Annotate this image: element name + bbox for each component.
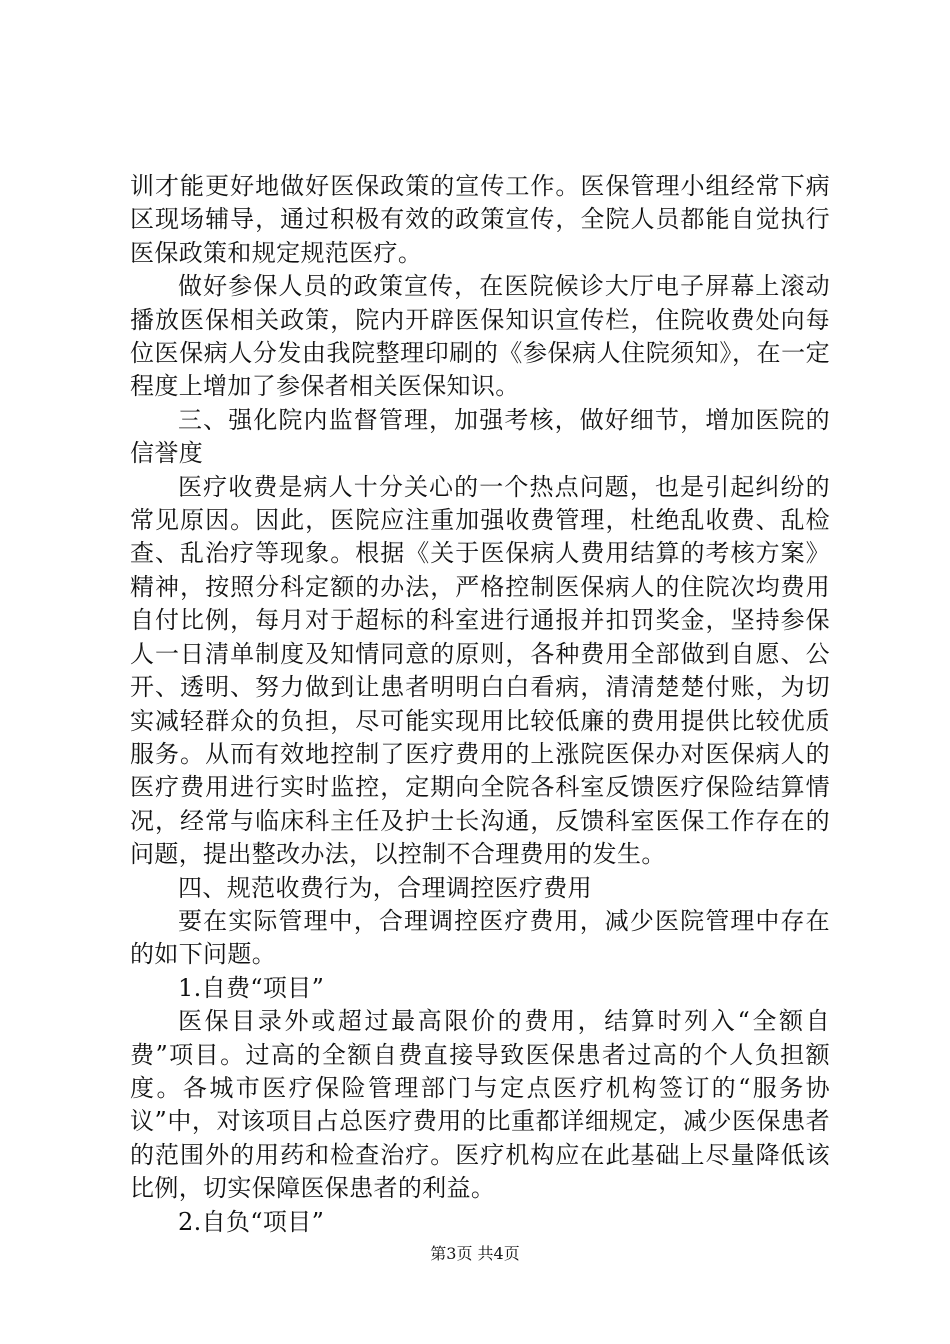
section-heading-4: 四、规范收费行为，合理调控医疗费用	[178, 873, 592, 902]
subheading-2: 2.自负“项目”	[178, 1207, 325, 1236]
page-number-footer: 第3页 共4页	[430, 1244, 520, 1263]
subheading-1: 1.自费“项目”	[178, 973, 325, 1002]
paragraph-self-pay: 医保目录外或超过最高限价的费用，结算时列入“全额自费”项目。过高的全额自费直接导致医保患者过高的个人负担额度。各城市医疗保险管理部门与定点医疗机构签订的“服务协议”中，对该项目占总医疗费用的比重都详细规定，减少医保患者的范围外的用药和检查治疗。医疗机构应在此基础上尽量降低该比例，切实保障医保患者的利益。	[130, 1007, 830, 1203]
document-body	[130, 170, 830, 1239]
paragraph-cost-control: 要在实际管理中，合理调控医疗费用，减少医院管理中存在的如下问题。	[130, 906, 830, 969]
paragraph-fee-management: 医疗收费是病人十分关心的一个热点问题，也是引起纠纷的常见原因。因此，医院应注重加强收费管理，杜绝乱收费、乱检查、乱治疗等现象。根据《关于医保病人费用结算的考核方案》精神，按照分科定额的办法，严格控制医保病人的住院次均费用自付比例，每月对于超标的科室进行通报并扣罚奖金，坚持参保人一日清单制度及知情同意的原则，各种费用全部做到自愿、公开、透明、努力做到让患者明明白白看病，清清楚楚付账，为切实减轻群众的负担，尽可能实现用比较低廉的费用提供比较优质服务。从而有效地控制了医疗费用的上涨院医保办对医保病人的医疗费用进行实时监控，定期向全院各科室反馈医疗保险结算情况，经常与临床科主任及护士长沟通，反馈科室医保工作存在的问题，提出整改办法，以控制不合理费用的发生。	[130, 472, 830, 869]
paragraph-continuation: 训才能更好地做好医保政策的宣传工作。医保管理小组经常下病区现场辅导，通过积极有效的政策宣传，全院人员都能自觉执行医保政策和规定规范医疗。	[130, 172, 830, 267]
section-heading-3: 三、强化院内监督管理，加强考核，做好细节，增加医院的信誉度	[130, 405, 830, 468]
paragraph-publicity: 做好参保人员的政策宣传，在医院候诊大厅电子屏幕上滚动播放医保相关政策，院内开辟医保知识宣传栏，住院收费处向每位医保病人分发由我院整理印刷的《参保病人住院须知》，在一定程度上增加了参保者相关医保知识。	[130, 272, 830, 401]
